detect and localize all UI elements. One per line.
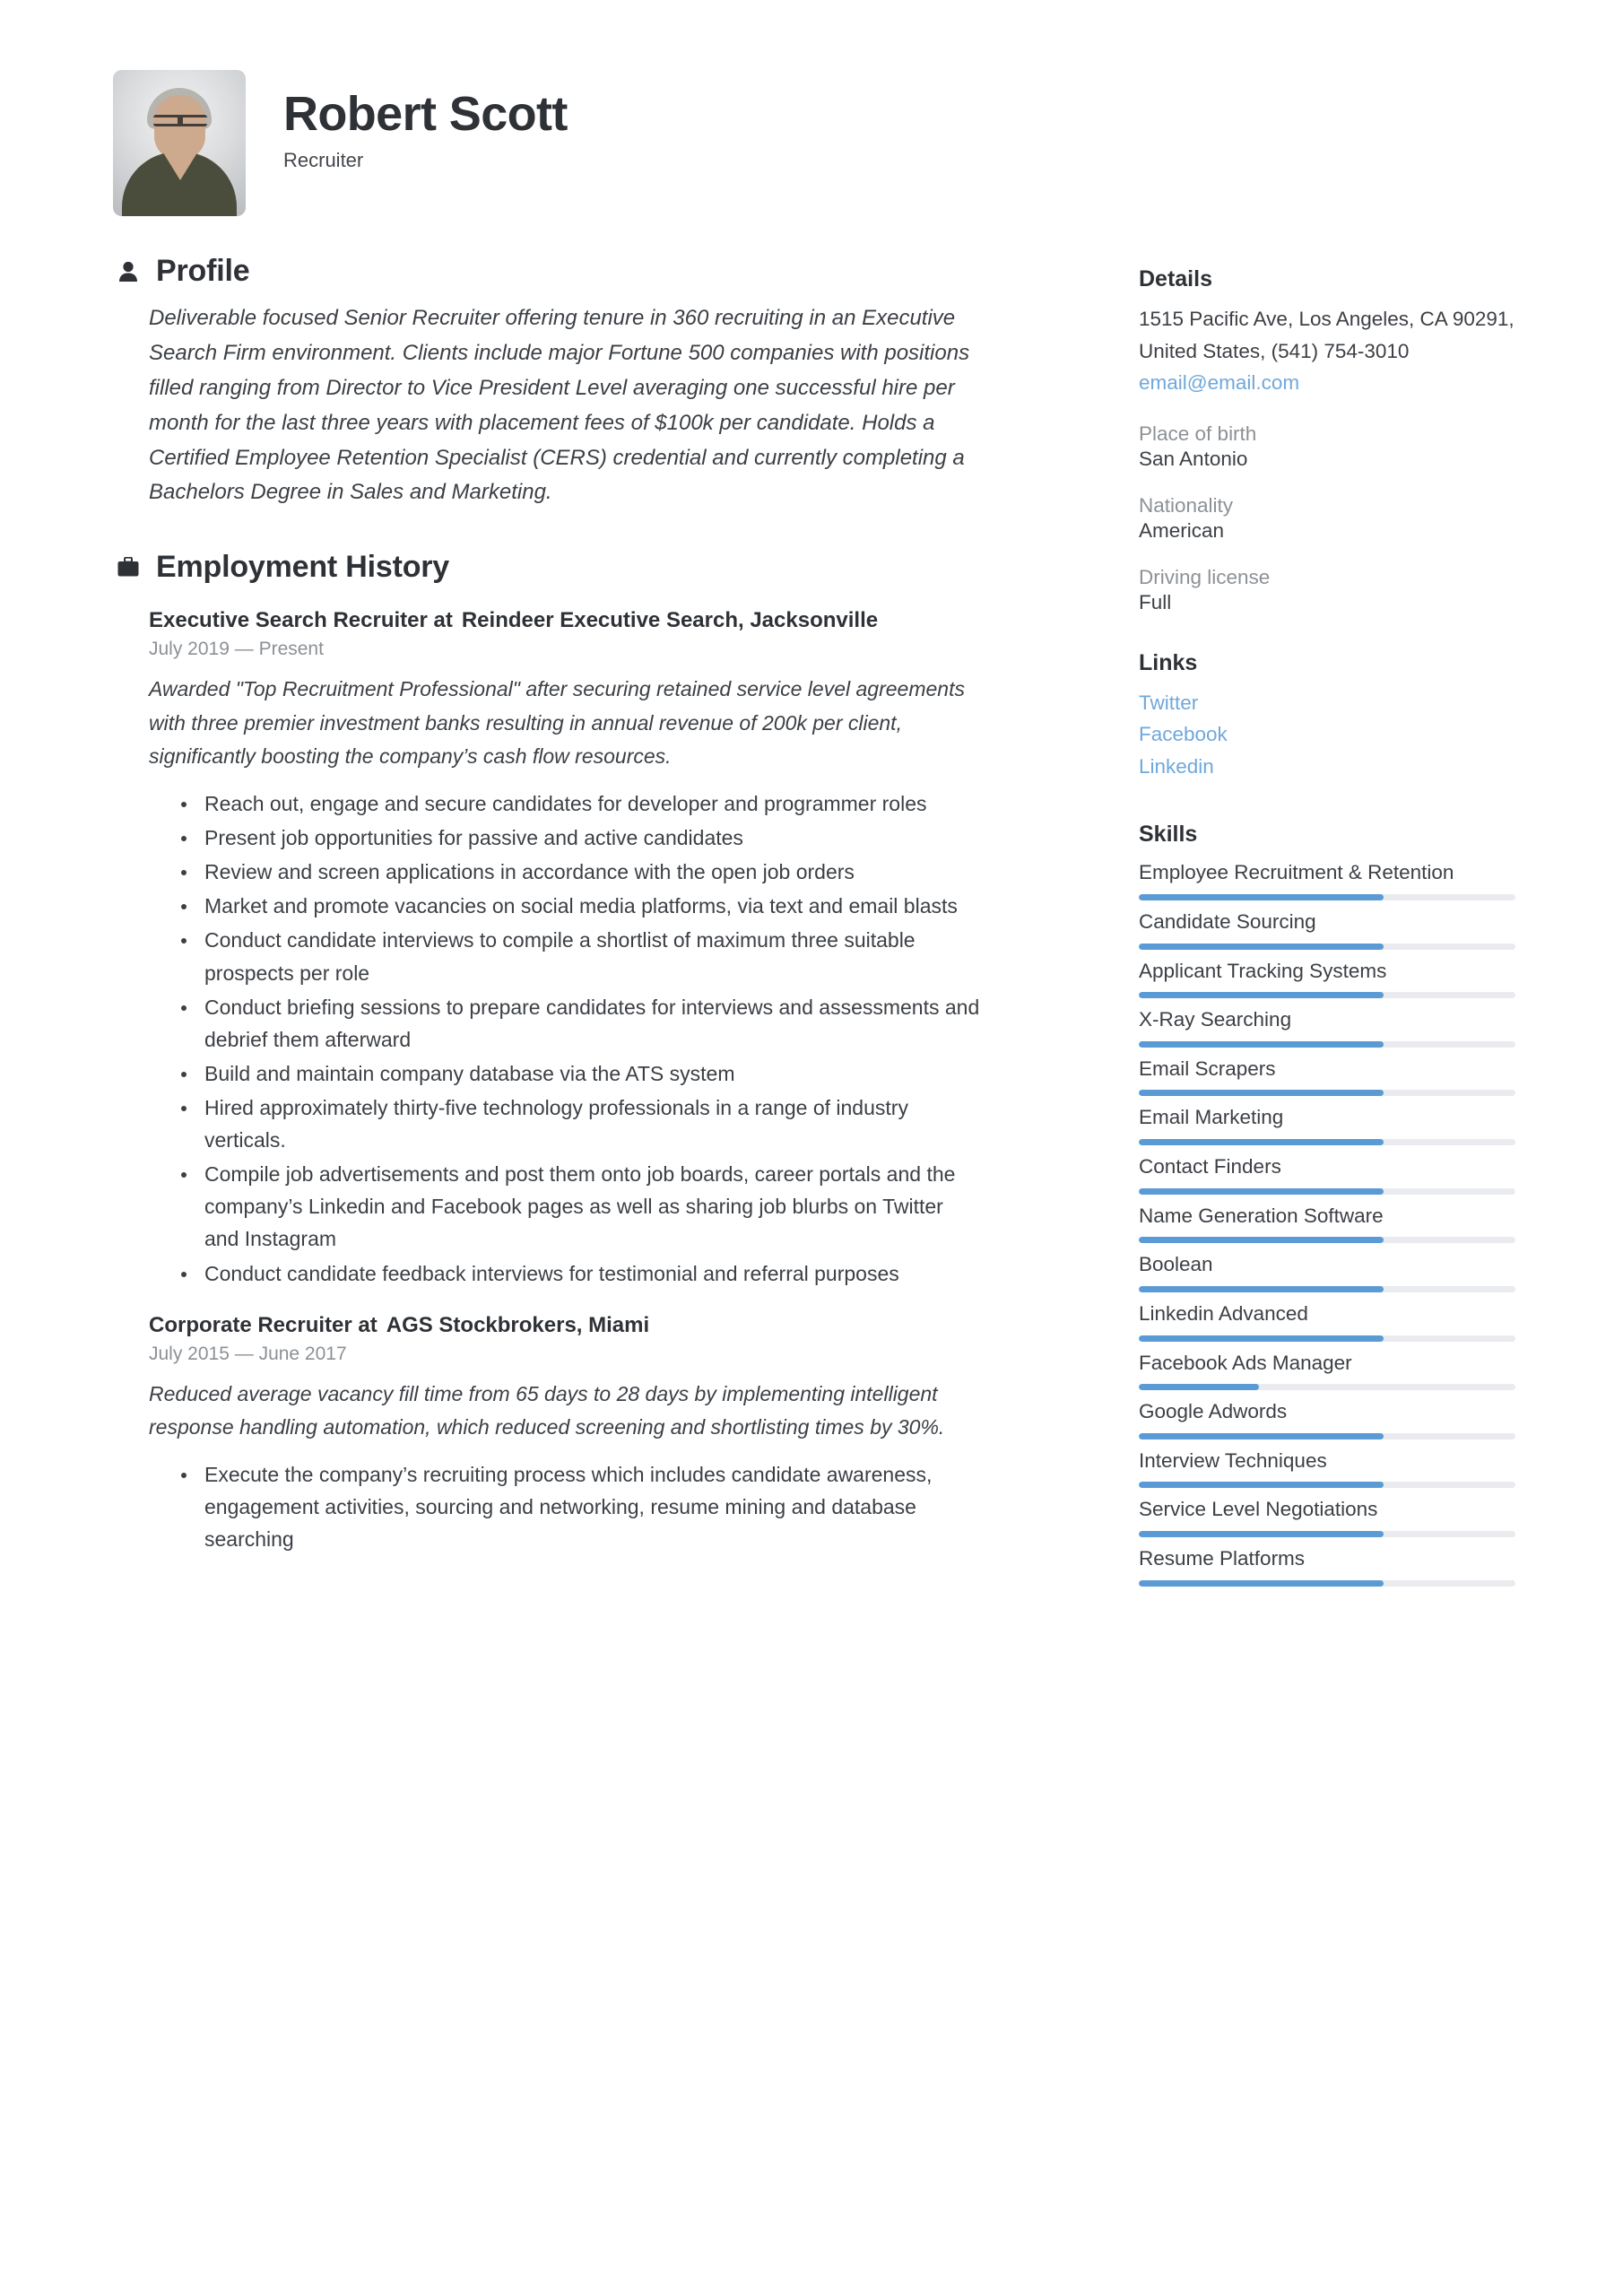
job-dates: July 2015 — June 2017 (149, 1343, 347, 1364)
job-entry (117, 608, 982, 1289)
skill-name: Resume Platforms (1139, 1547, 1306, 1570)
list-item: Build and maintain company database via the ATS system (179, 1057, 982, 1090)
skill-level-fill (1139, 1041, 1384, 1048)
skill-item (1139, 1544, 1515, 1587)
list-item: Execute the company’s recruiting process which includes candidate awareness, engagement activities, sourcing and networking, resume mining and database searching (179, 1458, 982, 1555)
detail-value: American (1139, 518, 1225, 542)
details-title: Details (1139, 266, 1212, 291)
job-description: Awarded "Top Recruitment Professional" after securing retained service level agreements with three premier investment banks resulting in annual revenue of 200k per client, significantly boosting the company’s cash flow resources. (149, 677, 965, 768)
employment-heading-row (117, 550, 982, 585)
skill-level-bar (1139, 894, 1515, 900)
skill-name: Service Level Negotiations (1139, 1498, 1378, 1521)
skill-level-bar (1139, 1286, 1515, 1292)
job-heading (149, 1313, 982, 1338)
person-icon (117, 258, 140, 285)
details-email-link[interactable]: email@email.com (1139, 371, 1300, 395)
link-linkedin[interactable]: Linkedin (1139, 754, 1214, 778)
job-heading (149, 608, 982, 633)
job-bullet-list (149, 787, 982, 1290)
skill-item (1139, 1300, 1515, 1342)
sidebar-column (1018, 254, 1623, 1622)
skill-item (1139, 1103, 1515, 1145)
skill-item (1139, 1152, 1515, 1195)
link-facebook[interactable]: Facebook (1139, 723, 1228, 746)
skill-level-fill (1139, 1580, 1384, 1587)
list-item: Present job opportunities for passive and active candidates (179, 822, 982, 854)
skill-item (1139, 1397, 1515, 1439)
skill-level-bar (1139, 1237, 1515, 1243)
skill-item (1139, 957, 1515, 999)
skill-item (1139, 1447, 1515, 1489)
page-title: Robert Scott (283, 87, 568, 141)
skill-name: Email Marketing (1139, 1106, 1284, 1129)
job-bullet-list (149, 1458, 982, 1555)
list-item: Review and screen applications in accordance with the open job orders (179, 856, 982, 888)
links-title: Links (1139, 649, 1198, 675)
name-block (246, 70, 568, 172)
skill-name: Email Scrapers (1139, 1057, 1276, 1080)
skill-level-fill (1139, 1286, 1384, 1292)
skill-level-fill (1139, 1090, 1384, 1096)
detail-value: San Antonio (1139, 447, 1248, 470)
skill-level-bar (1139, 1139, 1515, 1145)
detail-label: Nationality (1139, 493, 1234, 517)
skill-name: Name Generation Software (1139, 1204, 1384, 1227)
skill-name: X-Ray Searching (1139, 1008, 1292, 1031)
skill-level-bar (1139, 1531, 1515, 1537)
list-item: Reach out, engage and secure candidates for developer and programmer roles (179, 787, 982, 820)
skill-name: Facebook Ads Manager (1139, 1351, 1352, 1374)
list-item: Conduct briefing sessions to prepare candidates for interviews and assessments and debrief them afterward (179, 991, 982, 1056)
job-company: AGS Stockbrokers, Miami (386, 1312, 650, 1337)
resume-body (0, 216, 1623, 1622)
job-role: Corporate Recruiter at (149, 1312, 378, 1337)
main-column (0, 254, 1018, 1622)
list-item: Hired approximately thirty-five technology professionals in a range of industry verticals. (179, 1091, 982, 1156)
skill-item (1139, 858, 1515, 900)
job-dates: July 2019 — Present (149, 639, 324, 660)
profile-text: Deliverable focused Senior Recruiter offering tenure in 360 recruiting in an Executive Search Firm environment. Clients include major Fortune 500 companies with positions filled ranging from Director to Vice President Level averaging one successful hire per month for the last three years with placement fees of $100k per candidate. Holds a Certified Employee Retention Specialist (CERS) credential and currently completing a Bachelors Degree in Sales and Marketing. (149, 306, 970, 505)
job-description: Reduced average vacancy fill time from 65 days to 28 days by implementing intelligent response handling automation, which reduced screening and shortlisting times by 30%. (149, 1381, 945, 1439)
skill-level-bar (1139, 1433, 1515, 1439)
detail-label: Place of birth (1139, 422, 1257, 445)
skill-name: Linkedin Advanced (1139, 1301, 1308, 1325)
skill-item (1139, 908, 1515, 950)
employment-title: Employment History (156, 550, 450, 585)
skills-title: Skills (1139, 822, 1198, 848)
skill-level-bar (1139, 992, 1515, 998)
skill-level-fill (1139, 992, 1384, 998)
profile-heading-row (117, 254, 982, 289)
skill-level-fill (1139, 1433, 1384, 1439)
glasses-icon (153, 115, 207, 126)
skill-level-bar (1139, 1335, 1515, 1342)
employment-section (117, 550, 982, 1555)
skill-level-fill (1139, 944, 1384, 950)
skill-item (1139, 1055, 1515, 1097)
skill-name: Employee Recruitment & Retention (1139, 861, 1454, 884)
skill-level-fill (1139, 1335, 1384, 1342)
job-role: Executive Search Recruiter at (149, 608, 453, 633)
skill-level-bar (1139, 1090, 1515, 1096)
skill-level-fill (1139, 1531, 1384, 1537)
header-job-title: Recruiter (283, 149, 364, 172)
detail-label: Driving license (1139, 565, 1271, 588)
skill-level-fill (1139, 1139, 1384, 1145)
skill-item (1139, 1349, 1515, 1391)
skill-level-bar (1139, 1580, 1515, 1587)
skill-level-fill (1139, 1384, 1259, 1390)
profile-section (117, 254, 982, 510)
resume-header (0, 0, 1623, 216)
skill-level-fill (1139, 1482, 1384, 1488)
list-item: Compile job advertisements and post them onto job boards, career portals and the company’s Linkedin and Facebook pages as well as sharing job blurbs on Twitter and Instagram (179, 1158, 982, 1255)
links-section (1139, 650, 1515, 783)
skill-level-bar (1139, 944, 1515, 950)
links-list (1139, 687, 1515, 783)
list-item: Conduct candidate interviews to compile a shortlist of maximum three suitable prospects per role (179, 924, 982, 988)
skill-level-fill (1139, 1188, 1384, 1195)
skill-item (1139, 1495, 1515, 1537)
link-twitter[interactable]: Twitter (1139, 691, 1199, 714)
profile-title: Profile (156, 254, 250, 288)
skill-level-fill (1139, 1237, 1384, 1243)
detail-value: Full (1139, 590, 1172, 613)
briefcase-icon (117, 554, 140, 581)
list-item: Market and promote vacancies on social media platforms, via text and email blasts (179, 890, 982, 922)
skill-level-bar (1139, 1482, 1515, 1488)
job-entry (117, 1313, 982, 1556)
skills-section (1139, 822, 1515, 1586)
details-fields (1139, 422, 1515, 614)
details-section (1139, 266, 1515, 614)
job-company: Reindeer Executive Search, Jacksonville (461, 608, 879, 633)
skill-level-fill (1139, 894, 1384, 900)
skill-level-bar (1139, 1041, 1515, 1048)
skill-name: Interview Techniques (1139, 1448, 1327, 1472)
skill-name: Candidate Sourcing (1139, 909, 1316, 933)
skill-name: Contact Finders (1139, 1155, 1281, 1178)
skill-item (1139, 1005, 1515, 1048)
jobs-container (117, 608, 982, 1555)
avatar (113, 70, 246, 216)
skill-item (1139, 1202, 1515, 1244)
skill-level-bar (1139, 1188, 1515, 1195)
skills-list (1139, 858, 1515, 1586)
skill-name: Boolean (1139, 1253, 1213, 1276)
skill-name: Applicant Tracking Systems (1139, 959, 1387, 982)
skill-item (1139, 1250, 1515, 1292)
skill-name: Google Adwords (1139, 1400, 1288, 1423)
skill-level-bar (1139, 1384, 1515, 1390)
list-item: Conduct candidate feedback interviews for testimonial and referral purposes (179, 1257, 982, 1290)
details-address: 1515 Pacific Ave, Los Angeles, CA 90291, United States, (541) 754-3010 (1139, 308, 1515, 362)
